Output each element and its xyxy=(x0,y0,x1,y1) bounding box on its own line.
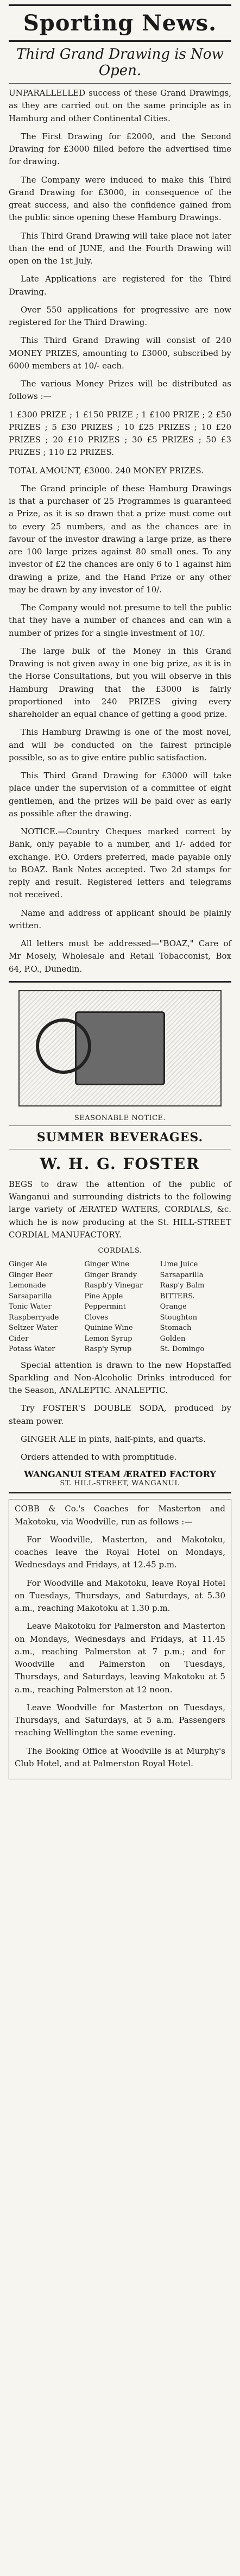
coaches-intro: COBB & Co.'s Coaches for Masterton and Makotoku, via Woodville, run as follows :— xyxy=(15,1504,225,1527)
coaches-para: The Booking Office at Woodville is at Murphy's Club Hotel, and at Palmerston Royal Hotel. xyxy=(15,1746,225,1768)
list-item: Ginger Brandy xyxy=(84,1271,137,1279)
list-item: Rasp'y Balm xyxy=(160,1281,205,1290)
lottery-intro: UNPARALLELLED success of these Grand Drawings, as they are carried out on the same principle as in Hamburg and other Continental Cities. xyxy=(9,88,231,123)
list-item: Orange xyxy=(160,1303,187,1311)
list-item: Ginger Ale xyxy=(9,1260,47,1268)
list-item: Cloves xyxy=(84,1313,108,1322)
list-item: Potass Water xyxy=(9,1345,55,1353)
lottery-title: Third Grand Drawing is Now Open. xyxy=(16,46,224,79)
lottery-para: This Third Grand Drawing will consist of 240 MONEY PRIZES, amounting to £3000, subscribed by 6000 members at 10/- each. xyxy=(9,335,231,371)
list-item: BITTERS. xyxy=(160,1292,195,1300)
drinks-col-3 xyxy=(160,1259,231,1355)
coaches-para: For Woodville, Masterton, and Makotoku, coaches leave the Royal Hotel on Mondays, Wednesdays and Fridays, at 12.45 p.m. xyxy=(15,1534,225,1570)
lottery-para: Late Applications are registered for the Third Drawing. xyxy=(9,274,231,297)
factory-street: ST. HILL-STREET, WANGANUI. xyxy=(60,1479,180,1488)
coaches-advert xyxy=(9,1499,231,1779)
flywheel xyxy=(36,1018,91,1074)
lottery-para: The First Drawing for £2000, and the Second Drawing for £3000 filled before the advertised time for drawing. xyxy=(9,131,231,167)
notice-para: NOTICE.—Country Cheques marked correct by Bank, only payable to a number, and 1/- added for exchange. P.O. Orders preferred, made payable only to BOAZ. Bank Notes accepted. Two 2d stamps for reply and result. Registered letters and telegrams not received. xyxy=(9,827,231,900)
divider xyxy=(9,83,231,84)
list-item: Raspb'y Vinegar xyxy=(84,1281,143,1290)
lottery-para: The various Money Prizes will be distributed as follows :— xyxy=(9,379,231,402)
list-item: Quinine Wine xyxy=(84,1324,133,1332)
list-item: Cider xyxy=(9,1334,29,1343)
lottery-para: The Company would not presume to tell the public that they have a number of chances and can win a number of prizes for a single investment of 10/. xyxy=(9,603,231,638)
beverages-para: GINGER ALE in pints, half-pints, and quarts. xyxy=(21,1434,206,1444)
beverages-para: Orders attended to with promptitude. xyxy=(21,1452,177,1462)
lottery-para: Name and address of applicant should be plainly written. xyxy=(9,908,231,930)
list-item: Sarsaparilla xyxy=(160,1271,204,1279)
lottery-para: The Company were induced to make this Third Grand Drawing for £3000, in consequence of the great success, and also the confidence gained from the public since opening these Hamburg Drawings. xyxy=(9,174,231,223)
list-item: Raspberryade xyxy=(9,1313,59,1322)
address-para: All letters must be addressed—"BOAZ," Care of Mr Mosely, Wholesale and Retail Tobacconist, Box 64, P.O., Dunedin. xyxy=(9,939,231,974)
top-rule xyxy=(9,4,231,6)
lottery-para: The Grand principle of these Hamburg Drawings is that a purchaser of 25 Programmes is guaranteed a Prize, as it is so drawn that a prize must come out to every 25 numbers, and as the chances are in favour of the investor drawing a large prize, as there are 100 large prizes against 80 small ones. To any investor of £2 the chances are only 6 to 1 against him drawing a prize, and the Hand Prize or any other may be drawn by any investor of 10/. xyxy=(9,483,231,595)
beverages-para: Try FOSTER'S DOUBLE SODA, produced by steam power. xyxy=(9,1403,231,1426)
merchant-name: W. H. G. FOSTER xyxy=(40,1154,200,1173)
lottery-para: This Third Grand Drawing for £3000 will take place under the supervision of a committee of eight gentlemen, and the prizes will be paid over as early as possible after the drawing. xyxy=(9,771,231,818)
machinery-illustration xyxy=(18,990,222,1106)
list-item: Golden xyxy=(160,1334,186,1343)
prize-total: TOTAL AMOUNT, £3000. 240 MONEY PRIZES. xyxy=(9,465,204,476)
list-item: Rasp'y Syrup xyxy=(84,1345,132,1353)
coaches-para: Leave Makotoku for Palmerston and Masterton on Mondays, Wednesdays and Fridays, at 11.45 a.m., reaching Palmerston at 7 p.m.; and for Woodville and Palmerston on Tuesdays, Thursdays, and Saturdays, leaving Makotoku at 5 a.m., reaching Palmerston at 12 noon. xyxy=(15,1621,225,1695)
list-item: Lemonade xyxy=(9,1281,46,1290)
lottery-para: Over 550 applications for progressive are now registered for the Third Drawing. xyxy=(9,304,231,327)
section-rule xyxy=(9,1492,231,1493)
lottery-para: The large bulk of the Money in this Grand Drawing is not given away in one big prize, as it is in the Horse Consultations, but you will observe in this Hamburg Drawing that the £3000 is fairly proportioned into 240 PRIZES giving every shareholder an equal chance of getting a good prize. xyxy=(9,646,231,719)
list-item: Ginger Beer xyxy=(9,1271,53,1279)
beverages-intro: BEGS to draw the attention of the public of Wanganui and surrounding districts to the following large variety of ÆRATED WATERS, CORDIALS, &c. which he is now producing at the St. HILL-STREET CORDIAL MANUFACTORY. xyxy=(9,1179,231,1240)
list-item: Sarsaparilla xyxy=(9,1292,52,1300)
beverages-title: SUMMER BEVERAGES. xyxy=(36,1130,204,1145)
list-item: Pine Apple xyxy=(84,1292,123,1300)
newspaper-column xyxy=(9,0,231,1785)
drinks-col-2 xyxy=(84,1259,155,1355)
list-item: Stomach xyxy=(160,1324,192,1332)
list-item: St. Domingo xyxy=(160,1345,205,1353)
list-item: Ginger Wine xyxy=(84,1260,129,1268)
lottery-para: This Third Grand Drawing will take place not later than the end of JUNE, and the Fourth Drawing will open on the 1st July. xyxy=(9,230,231,266)
illustration-caption: SEASONABLE NOTICE. xyxy=(74,1114,166,1122)
prize-list: 1 £300 PRIZE ; 1 £150 PRIZE ; 1 £100 PRIZE ; 2 £50 PRIZES ; 5 £30 PRIZES ; 10 £25 PRIZES ; 10 £20 PRIZES ; 20 £10 PRIZES ; 30 £5 PRIZES ; 50 £3 PRIZES ; 110 £2 PRIZES. xyxy=(9,409,231,458)
list-item: Lemon Syrup xyxy=(84,1334,132,1343)
page-title: Sporting News. xyxy=(23,10,217,36)
coaches-para: Leave Woodville for Masterton on Tuesdays, Thursdays, and Saturdays, at 5 a.m. Passengers reaching Wellington the same evening. xyxy=(15,1702,225,1738)
list-item: Lime Juice xyxy=(160,1260,198,1268)
beverages-para: Special attention is drawn to the new Hopstaffed Sparkling and Non-Alcoholic Drinks introduced for the Season, ANALEPTIC. ANALEPTIC. xyxy=(9,1360,231,1395)
list-item: Seltzer Water xyxy=(9,1324,58,1332)
list-item: Stoughton xyxy=(160,1313,198,1322)
cordials-heading: CORDIALS. xyxy=(98,1247,142,1255)
section-rule xyxy=(9,981,231,983)
factory-name: WANGANUI STEAM ÆRATED FACTORY xyxy=(24,1469,216,1480)
drinks-list xyxy=(9,1259,231,1355)
drinks-col-1 xyxy=(9,1259,80,1355)
list-item: Tonic Water xyxy=(9,1303,52,1311)
coaches-para: For Woodville and Makotoku, leave Royal Hotel on Tuesdays, Thursdays, and Saturdays, at 5.30 a.m., reaching Makotoku at 1.30 p.m. xyxy=(15,1578,225,1613)
lottery-para: This Hamburg Drawing is one of the most novel, and will be conducted on the fairest principle possible, so as to give entire public satisfaction. xyxy=(9,727,231,762)
list-item: Peppermint xyxy=(84,1303,126,1311)
masthead-rule xyxy=(9,40,231,42)
